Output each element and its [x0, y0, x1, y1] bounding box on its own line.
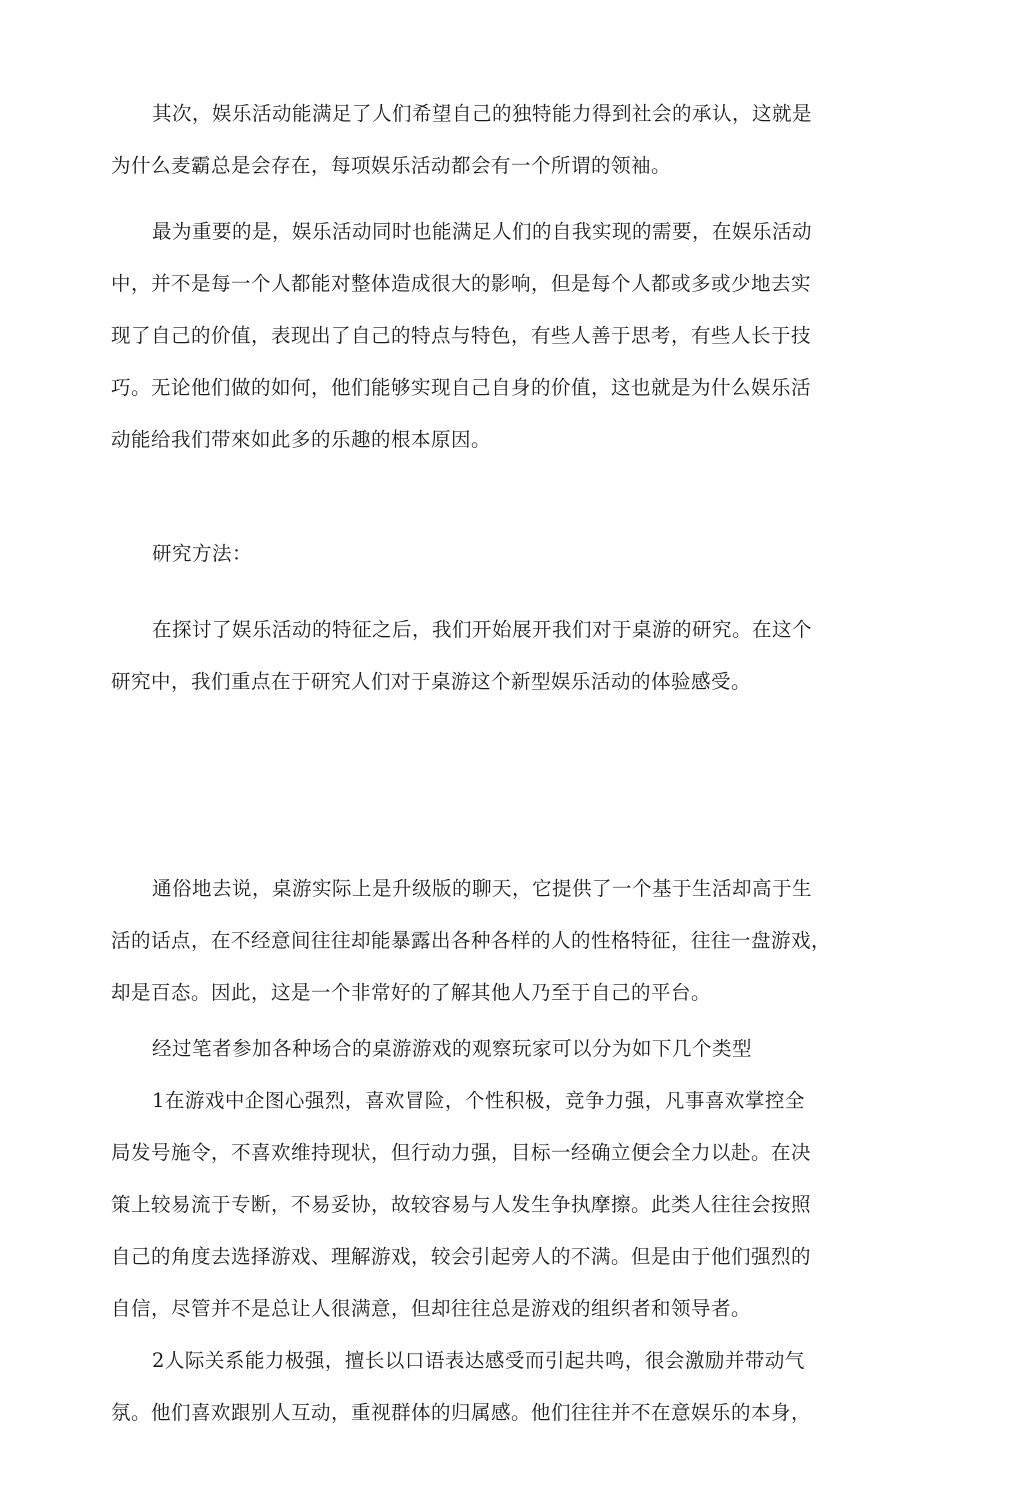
text-line: 在探讨了娱乐活动的特征之后，我们开始展开我们对于桌游的研究。在这个: [152, 618, 813, 641]
text-line: 1在游戏中企图心强烈，喜欢冒险，个性积极，竞争力强，凡事喜欢掌控全: [152, 1089, 805, 1112]
paragraph-player-types-intro: [111, 1023, 856, 1075]
text-line: 自己的角度去选择游戏、理解游戏，较会引起旁人的不满。但是由于他们强烈的: [111, 1245, 812, 1268]
text-line: 中，并不是每一个人都能对整体造成很大的影响，但是每个人都或多或少地去实: [111, 272, 812, 295]
paragraph-research-intro: [111, 604, 856, 708]
paragraph-self-actualization: [111, 206, 856, 466]
text-line: 策上较易流于专断，不易妥协，故较容易与人发生争执摩擦。此类人往往会按照: [111, 1193, 812, 1216]
text-line: 经过笔者参加各种场合的桌游游戏的观察玩家可以分为如下几个类型: [152, 1037, 753, 1060]
paragraph-type-2: [111, 1335, 856, 1439]
text-line: 最为重要的是，娱乐活动同时也能满足人们的自我实现的需要，在娱乐活动: [152, 220, 813, 243]
section-heading-research-method: [111, 528, 856, 580]
paragraph-recognition: [111, 88, 856, 192]
text-line: 研究方法：: [152, 542, 253, 565]
text-line: 自信，尽管并不是总让人很满意，但却往往总是游戏的组织者和领导者。: [111, 1297, 752, 1320]
text-line: 氛。他们喜欢跟别人互动，重视群体的归属感。他们往往并不在意娱乐的本身，: [111, 1401, 812, 1424]
paragraph-type-1: [111, 1075, 856, 1335]
text-line: 研究中，我们重点在于研究人们对于桌游这个新型娱乐活动的体验感受。: [111, 670, 752, 693]
text-line: 为什么麦霸总是会存在，每项娱乐活动都会有一个所谓的领袖。: [111, 154, 672, 177]
text-line: 巧。无论他们做的如何，他们能够实现自己自身的价值，这也就是为什么娱乐活: [111, 376, 812, 399]
text-line: 动能给我们带來如此多的乐趣的根本原因。: [111, 428, 492, 451]
text-line: 通俗地去说，桌游实际上是升级版的聊天，它提供了一个基于生活却高于生: [152, 877, 813, 900]
paragraph-board-game-chat: [111, 863, 856, 1019]
text-line: 活的话点，在不经意间往往却能暴露出各种各样的人的性格特征，往往一盘游戏，: [111, 929, 832, 952]
text-line: 2人际关系能力极强，擅长以口语表达感受而引起共鸣，很会激励并带动气: [152, 1349, 805, 1372]
text-line: 其次，娱乐活动能满足了人们希望自己的独特能力得到社会的承认，这就是: [152, 102, 813, 125]
text-line: 却是百态。因此，这是一个非常好的了解其他人乃至于自己的平台。: [111, 981, 712, 1004]
text-line: 现了自己的价值，表现出了自己的特点与特色，有些人善于思考，有些人长于技: [111, 324, 812, 347]
text-line: 局发号施令，不喜欢维持现状，但行动力强，目标一经确立便会全力以赴。在决: [111, 1141, 812, 1164]
